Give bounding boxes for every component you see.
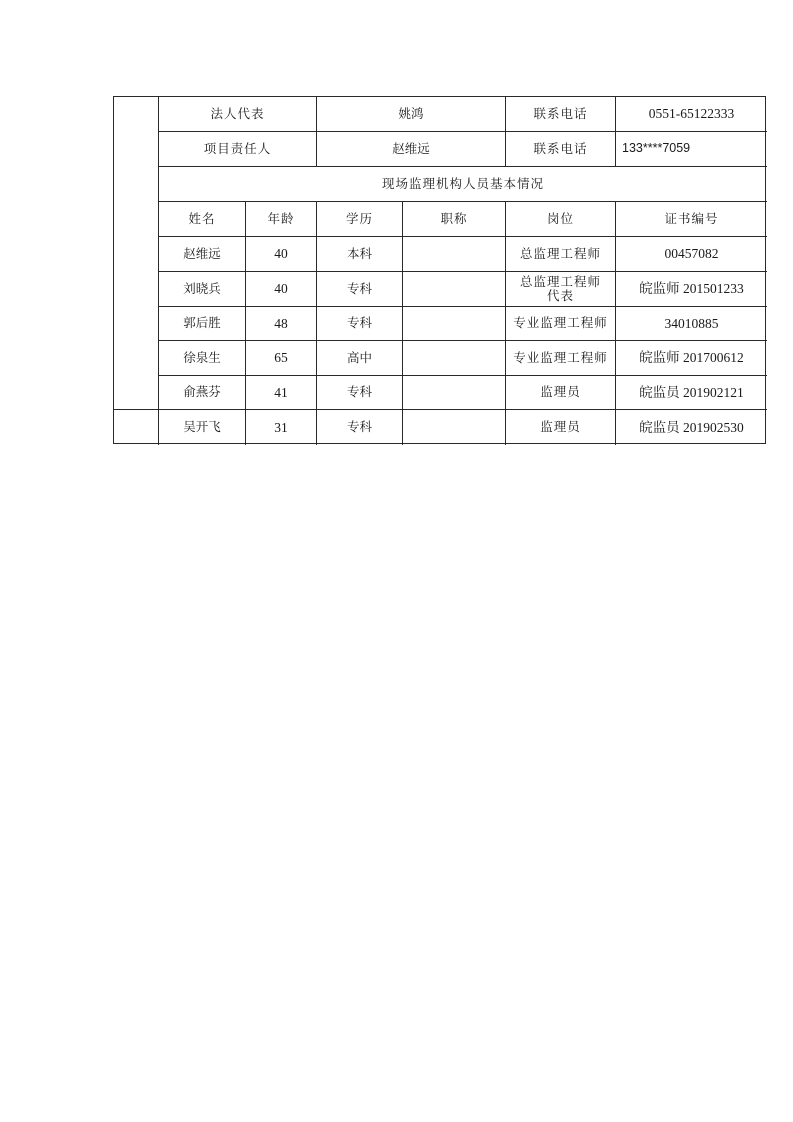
project-lead-name: 赵维远: [317, 132, 506, 167]
staff-age: 41: [246, 376, 317, 410]
header-cert: 证书编号: [616, 202, 767, 237]
header-position: 岗位: [506, 202, 616, 237]
staff-name: 徐泉生: [159, 341, 246, 376]
staff-position: 专业监理工程师: [506, 307, 616, 341]
phone-2: 133****7059: [616, 132, 767, 167]
staff-cert: 皖监师 201700612: [616, 341, 767, 376]
staff-education: 专科: [317, 410, 403, 445]
staff-title: [403, 307, 506, 341]
staff-name: 俞燕芬: [159, 376, 246, 410]
phone-label-1: 联系电话: [506, 97, 616, 132]
staff-age: 48: [246, 307, 317, 341]
staff-position: 专业监理工程师: [506, 341, 616, 376]
staff-cert: 00457082: [616, 237, 767, 272]
staff-cert: 皖监员 201902121: [616, 376, 767, 410]
staff-position: 总监理工程师: [506, 237, 616, 272]
left-blank-cell-bottom: [114, 410, 159, 445]
header-title: 职称: [403, 202, 506, 237]
staff-title: [403, 376, 506, 410]
staff-education: 专科: [317, 307, 403, 341]
section-title: 现场监理机构人员基本情况: [159, 167, 767, 202]
staff-education: 专科: [317, 272, 403, 307]
staff-title: [403, 341, 506, 376]
staff-position: 监理员: [506, 376, 616, 410]
staff-age: 40: [246, 272, 317, 307]
staff-name: 赵维远: [159, 237, 246, 272]
staff-education: 专科: [317, 376, 403, 410]
staff-cert: 34010885: [616, 307, 767, 341]
staff-name: 刘晓兵: [159, 272, 246, 307]
header-education: 学历: [317, 202, 403, 237]
staff-info-table: [113, 96, 766, 444]
staff-position: 总监理工程师代表: [506, 272, 616, 307]
staff-title: [403, 237, 506, 272]
staff-age: 31: [246, 410, 317, 445]
staff-title: [403, 272, 506, 307]
staff-position: 监理员: [506, 410, 616, 445]
staff-education: 高中: [317, 341, 403, 376]
legal-rep-name: 姚鸿: [317, 97, 506, 132]
staff-name: 郭后胜: [159, 307, 246, 341]
phone-label-2: 联系电话: [506, 132, 616, 167]
staff-age: 40: [246, 237, 317, 272]
staff-age: 65: [246, 341, 317, 376]
project-lead-label: 项目责任人: [159, 132, 317, 167]
phone-1: 0551-65122333: [616, 97, 767, 132]
header-age: 年龄: [246, 202, 317, 237]
staff-name: 吴开飞: [159, 410, 246, 445]
staff-education: 本科: [317, 237, 403, 272]
staff-title: [403, 410, 506, 445]
legal-rep-label: 法人代表: [159, 97, 317, 132]
left-blank-cell: [114, 97, 159, 410]
staff-cert: 皖监员 201902530: [639, 419, 744, 435]
staff-cert: 皖监师 201501233: [616, 272, 767, 307]
header-name: 姓名: [159, 202, 246, 237]
